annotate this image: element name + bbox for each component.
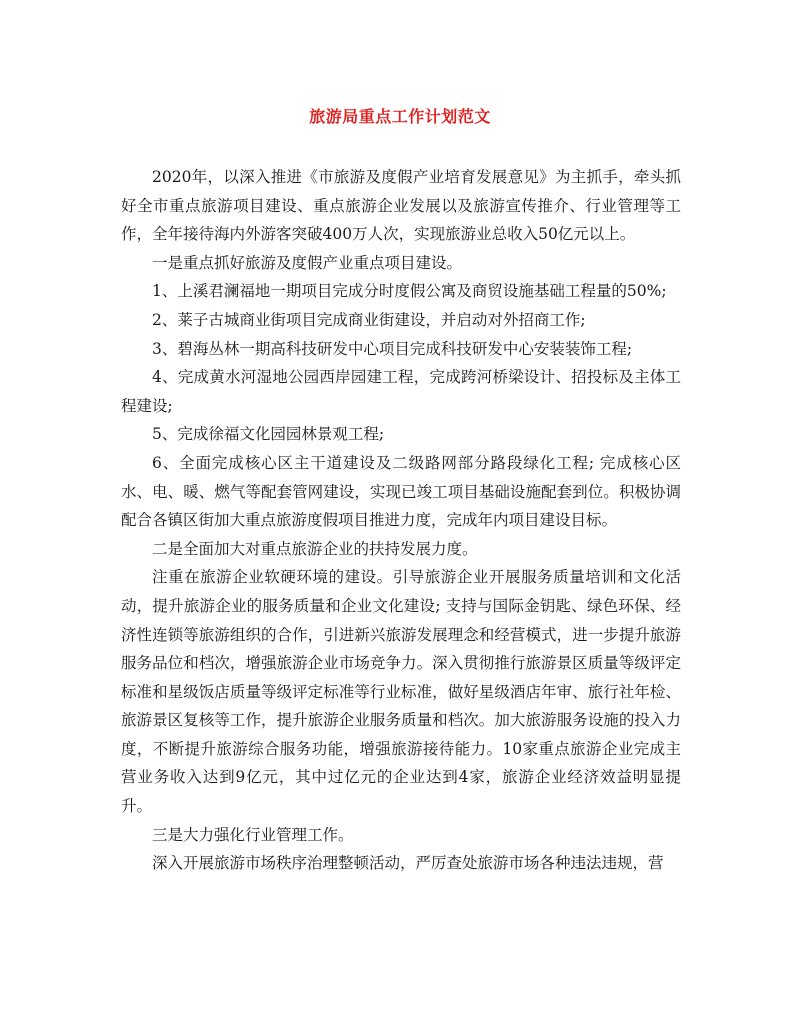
section-heading-2: 二是全面加大对重点旅游企业的扶持发展力度。 [152,539,478,558]
list-item-6: 6、全面完成核心区主干道建设及二级路网部分路段绿化工程; 完成核心区水、电、暖、燃气等配套管网建设，实现已竣工项目基础设施配套到位。积极协调配合各镇区街加大重点旅游度假项目推进力度，完成年内项目建设目标。 [121,453,681,530]
list-item-5: 5、完成徐福文化园园林景观工程; [152,425,385,444]
paragraph-section-3: 深入开展旅游市场秩序治理整顿活动，严厉查处旅游市场各种违法违规，营 [152,854,664,873]
list-item-2: 2、莱子古城商业街项目完成商业街建设，并启动对外招商工作; [152,310,586,329]
section-heading-3: 三是大力强化行业管理工作。 [152,825,354,844]
list-item-3: 3、碧海丛林一期高科技研发中心项目完成科技研发中心安装装饰工程; [152,339,633,358]
list-item-1: 1、上溪君澜福地一期项目完成分时度假公寓及商贸设施基础工程量的50%; [152,282,667,301]
document-title: 旅游局重点工作计划范文 [309,107,491,126]
list-item-4: 4、完成黄水河湿地公园西岸园建工程，完成跨河桥梁设计、招投标及主体工程建设; [121,368,681,415]
document-body [121,163,681,878]
section-heading-1: 一是重点抓好旅游及度假产业重点项目建设。 [152,253,463,272]
paragraph-intro: 2020年，以深入推进《市旅游及度假产业培育发展意见》为主抓手，牵头抓好全市重点旅游项目建设、重点旅游企业发展以及旅游宣传推介、行业管理等工作，全年接待海内外游客突破400万人次，实现旅游业总收入50亿元以上。 [121,168,681,244]
paragraph-section-2: 注重在旅游企业软硬环境的建设。引导旅游企业开展服务质量培训和文化活动，提升旅游企业的服务质量和企业文化建设; 支持与国际金钥匙、绿色环保、经济性连锁等旅游组织的合作，引进新兴旅游发展理念和经营模式，进一步提升旅游服务品位和档次，增强旅游企业市场竞争力。深入贯彻推行旅游景区质量等级评定标准和星级饭店质量等级评定标准等行业标准，做好星级酒店年审、旅行社年检、旅游景区复核等工作，提升旅游企业服务质量和档次。加大旅游服务设施的投入力度，不断提升旅游综合服务功能，增强旅游接待能力。10家重点旅游企业完成主营业务收入达到9亿元，其中过亿元的企业达到4家，旅游企业经济效益明显提升。 [121,568,681,816]
